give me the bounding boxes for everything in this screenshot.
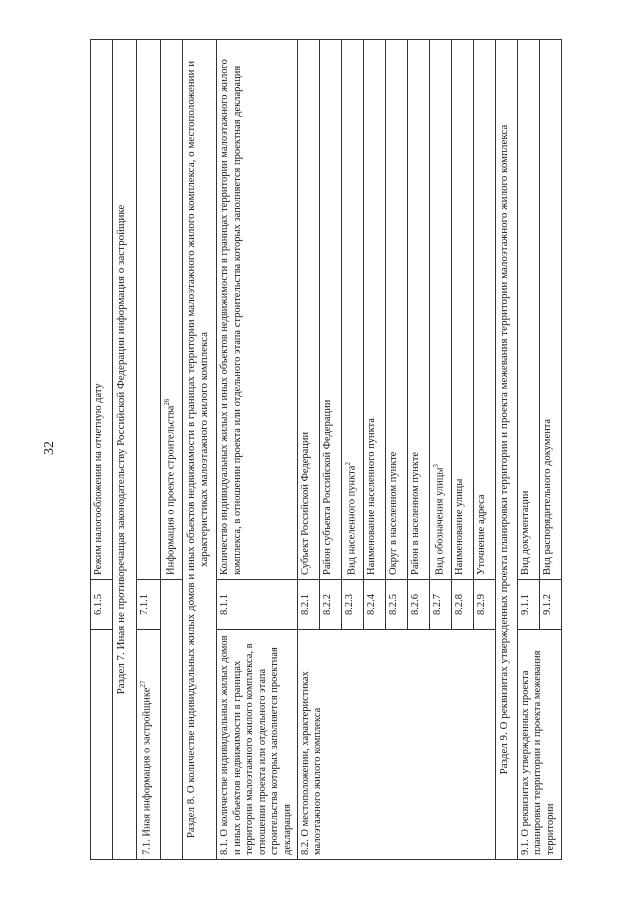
item-text: Район в населенном пункте [407, 40, 429, 580]
item-text: Вид документации [517, 40, 539, 580]
item-number: 8.2.4 [363, 580, 385, 630]
table-row [217, 40, 298, 860]
section-9-title: Раздел 9. О реквизитах утвержденных проекта планировки территории и проекта межевания территории малоэтажного жилого комплекса [495, 40, 517, 860]
declaration-table-wrapper [90, 40, 556, 860]
info-row [161, 40, 183, 860]
table-row [297, 40, 319, 860]
item-text [137, 40, 161, 580]
item-number: 8.2.6 [407, 580, 429, 630]
item-text: Режим налогообложения на отчетную дату [91, 40, 113, 580]
empty-cell [161, 580, 183, 860]
section-header-row [183, 40, 217, 860]
item-text: Вид обозначения улицы$^3$ [429, 40, 451, 580]
item-number: 8.2.3 [341, 580, 363, 630]
declaration-table [90, 39, 562, 860]
item-number: 8.2.9 [473, 580, 495, 630]
table-row [137, 40, 161, 860]
item-number: 9.1.2 [539, 580, 561, 630]
item-text: Наименование улицы [451, 40, 473, 580]
project-info-heading: Информация о проекте строительства$^{26}$ [161, 40, 183, 580]
item-text: Количество индивидуальных жилых и иных объектов недвижимости в границах территории малоэтажного жилого комплекса, в отношении проекта или отдельного этапа строительства которых заполняется проектная декларация [217, 40, 298, 580]
table-row [91, 40, 113, 860]
label-cell [91, 630, 113, 860]
item-text: Уточнение адреса [473, 40, 495, 580]
item-number: 8.2.8 [451, 580, 473, 630]
section-8-title: Раздел 8. О количестве индивидуальных жилых домов и иных объектов недвижимости в границах территории малоэтажного жилого комплекса, о местоположении и характеристиках малоэтажного жилого комплекса [183, 40, 217, 860]
section-7-title: Раздел 7. Иная не противоречащая законодательству Российской Федерации информация о застройщике [113, 40, 137, 860]
item-number: 7.1.1 [137, 580, 161, 630]
item-text: Вид населенного пункта$^2$ [341, 40, 363, 580]
item-number: 8.2.5 [385, 580, 407, 630]
item-number: 8.2.2 [319, 580, 341, 630]
page-number: 32 [42, 441, 57, 455]
item-number: 8.1.1 [217, 580, 298, 630]
table-row [517, 40, 539, 860]
item-text: Район субъекта Российской Федерации [319, 40, 341, 580]
item-text: Субъект Российской Федерации [297, 40, 319, 580]
row-label: 8.2. О местоположении, характеристиках малоэтажного жилого комплекса [297, 630, 495, 860]
row-label: 7.1. Иная информация о застройщике$^{27}$ [137, 630, 161, 860]
item-number: 9.1.1 [517, 580, 539, 630]
item-number: 8.2.1 [297, 580, 319, 630]
section-header-row [113, 40, 137, 860]
row-label: 9.1. О реквизитах утвержденных проекта планировки территории и проекта межевания территории [517, 630, 561, 860]
item-number: 8.2.7 [429, 580, 451, 630]
section-header-row [495, 40, 517, 860]
item-text: Вид распорядительного документа [539, 40, 561, 580]
item-text: Наименование населенного пункта [363, 40, 385, 580]
item-number: 6.1.5 [91, 580, 113, 630]
row-label: 8.1. О количестве индивидуальных жилых домов и иных объектов недвижимости в границах территории малоэтажного жилого комплекса, в отношении проекта или отдельного этапа строительства которых заполняется проектная декларация [217, 630, 298, 860]
item-text: Округ в населенном пункте [385, 40, 407, 580]
